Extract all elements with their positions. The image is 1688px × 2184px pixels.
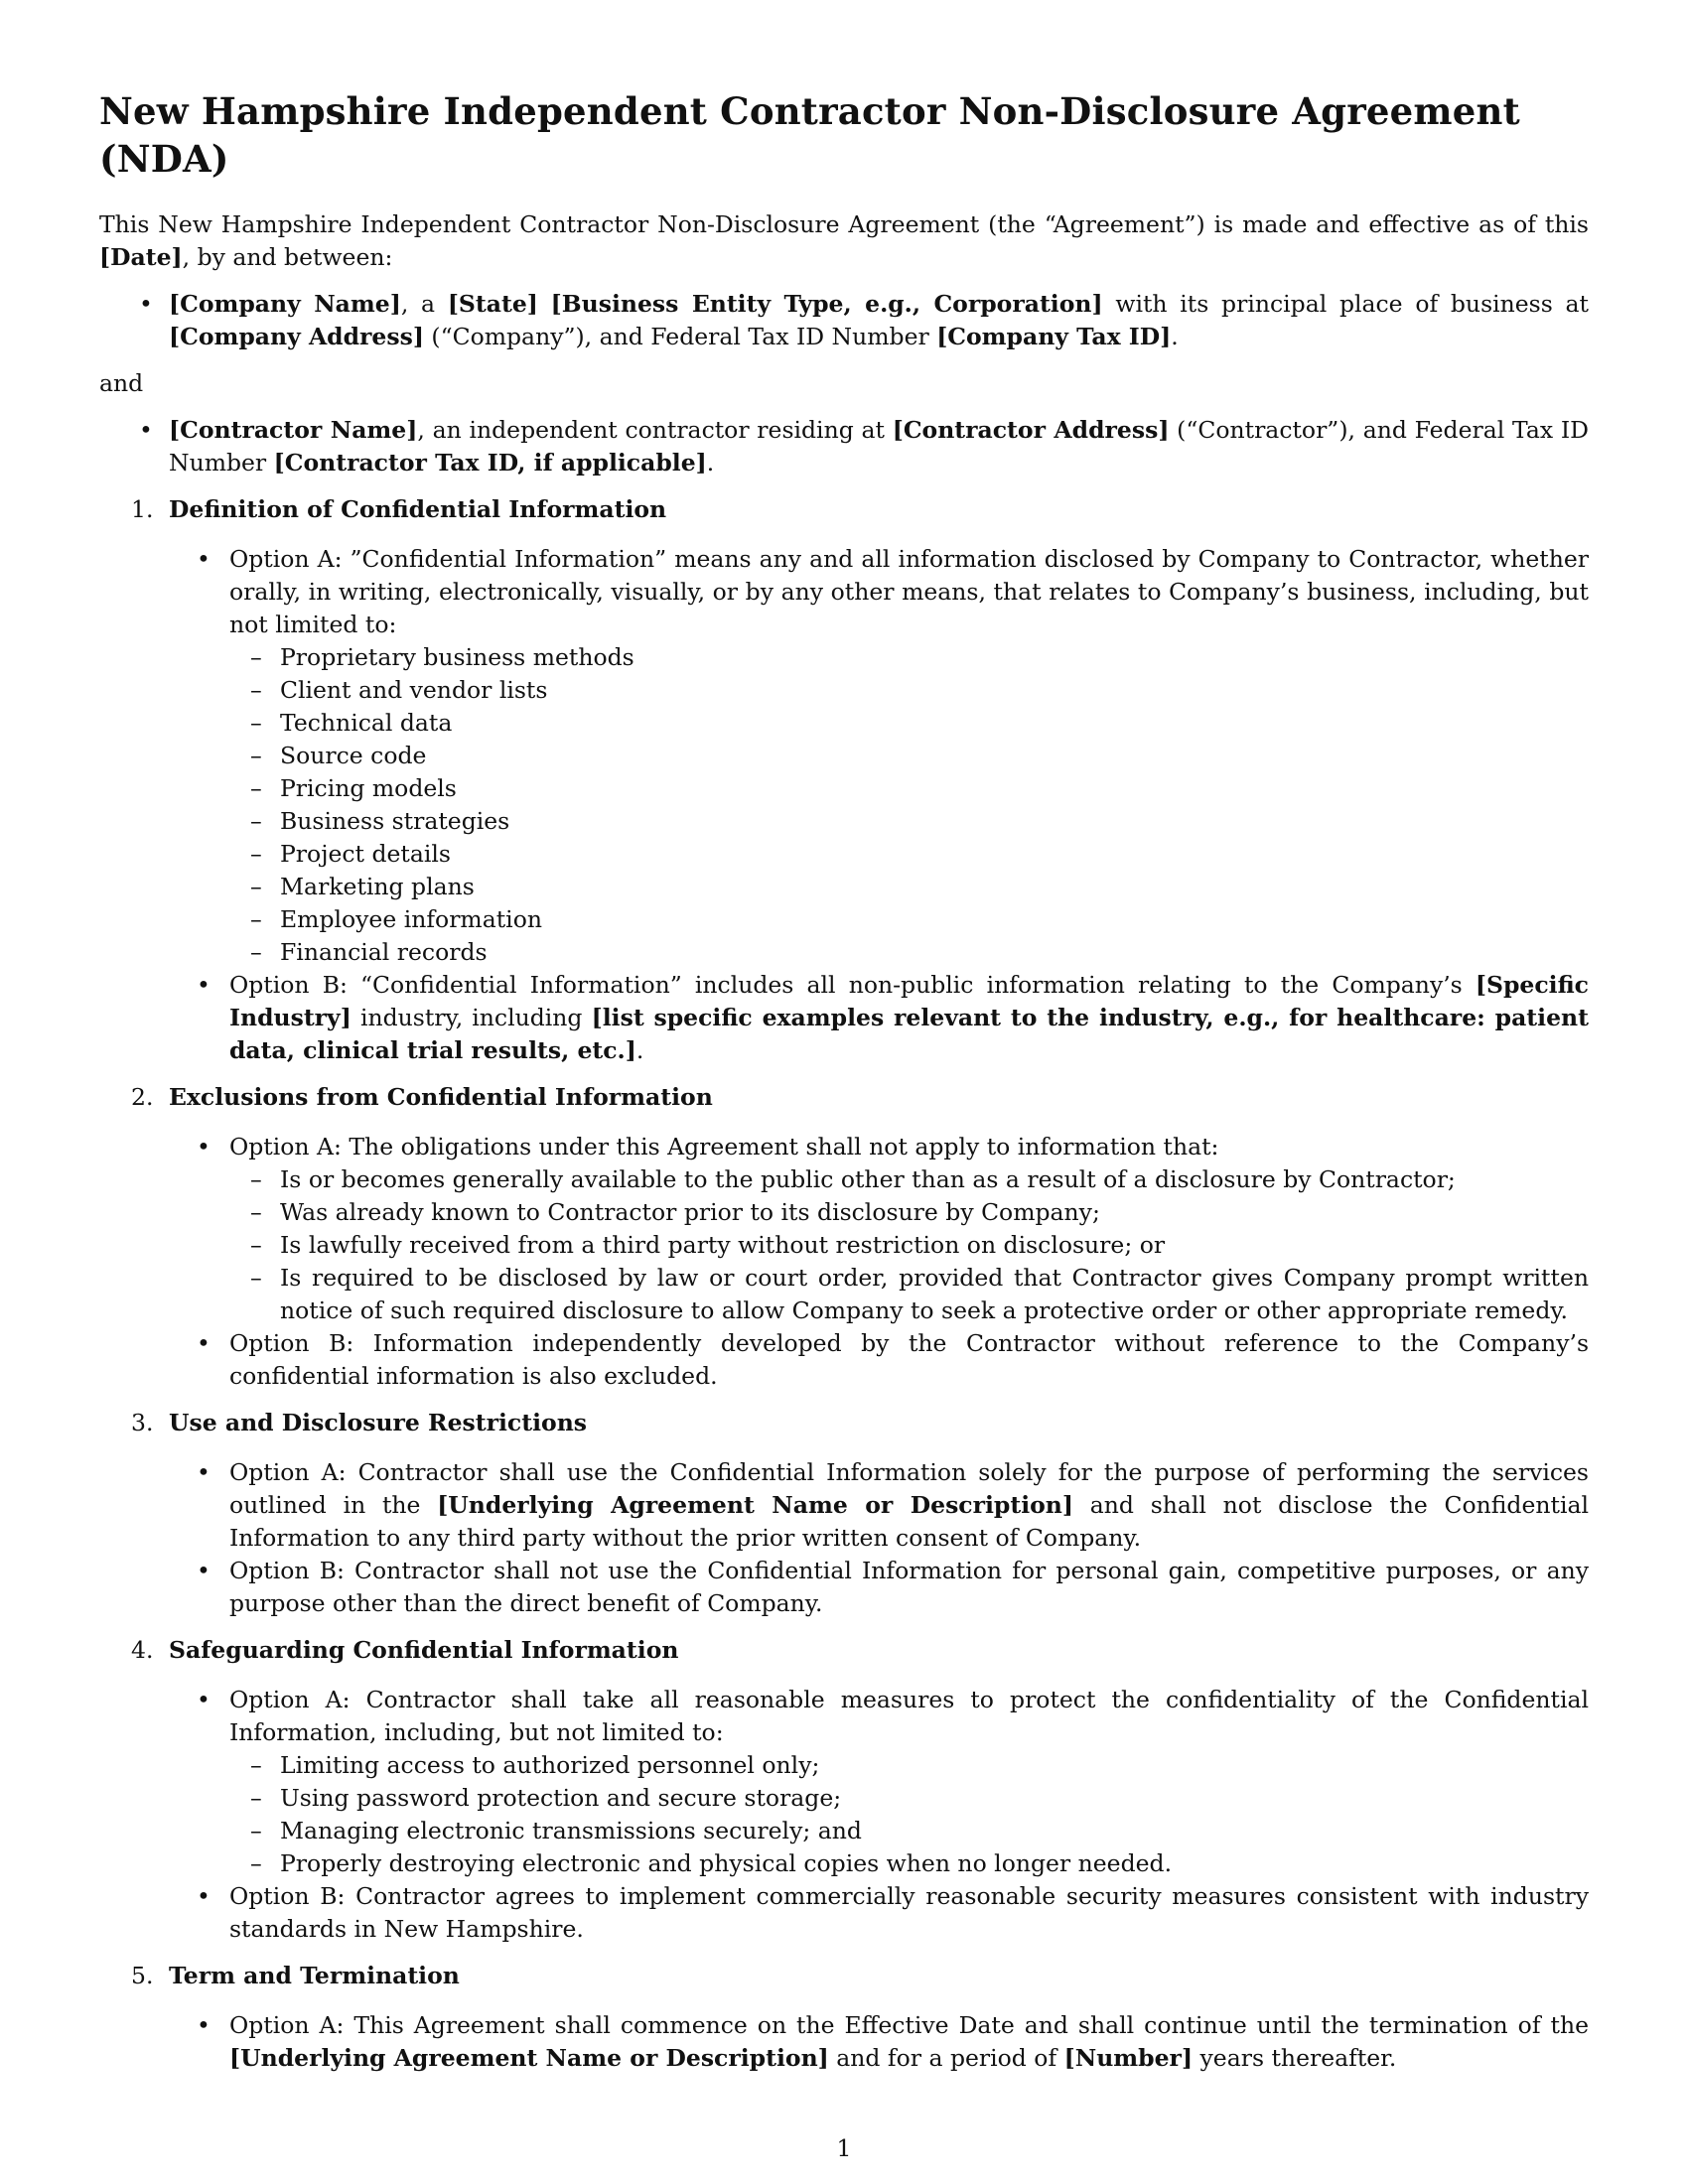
section-2 <box>99 1081 1589 1393</box>
section-heading: 4. Safeguarding Confidential Information <box>131 1636 679 1664</box>
party-list-contractor <box>99 414 1589 479</box>
page-number: 1 <box>836 2134 852 2162</box>
list-item: – Pricing models <box>250 774 457 802</box>
list-item: – Is or becomes generally available to the public other than as a result of a disclosure by Contractor; <box>250 1165 1456 1193</box>
bullet-icon: • <box>139 416 153 444</box>
list-item: – Source code <box>250 742 427 769</box>
bullet-icon: • <box>139 290 153 318</box>
list-item: – Client and vendor lists <box>250 676 548 704</box>
bullet-icon: • <box>197 1133 211 1160</box>
option-a: • Option A: Contractor shall take all reasonable measures to protect the confidentiality of the Confidential Information, including, but not limited to: – Limiting access to authorized personnel only; – Using password protection and secure storage; – Managing electronic transmissions securely; and – Properly destroying electronic and physical copies when no longer needed. <box>99 1684 1589 1880</box>
section-5 <box>99 1960 1589 2075</box>
option-a: • Option A: ”Confidential Information” means any and all information disclosed by Company to Contractor, whether orally, in writing, electronically, visually, or by any other means, that relates to Company’s business, including, but not limited to: – Proprietary business methods – Client and vendor lists – Technical data – Source code – Pricing models – Business strategies – Project details – Marketing plans – Employee information – Financial records <box>99 543 1589 969</box>
party-contractor: • [Contractor Name], an independent contractor residing at [Contractor Address] (“Contractor”), and Federal Tax ID Number [Contractor Tax ID, if applicable]. <box>139 416 1589 477</box>
option-b: • Option B: Contractor agrees to implement commercially reasonable security measures consistent with industry standards in New Hampshire. <box>197 1882 1589 1943</box>
list-item: – Proprietary business methods <box>250 643 634 671</box>
section-heading: 1. Definition of Confidential Information <box>131 495 667 523</box>
bullet-icon: • <box>197 971 211 999</box>
bullet-icon: • <box>197 2011 211 2039</box>
list-item: – Is lawfully received from a third party without restriction on disclosure; or <box>250 1231 1166 1259</box>
list-item: – Using password protection and secure storage; <box>250 1784 842 1812</box>
list-item: – Project details <box>250 840 451 868</box>
bullet-icon: • <box>197 1686 211 1713</box>
option-b: • Option B: Contractor shall not use the Confidential Information for personal gain, competitive purposes, or any purpose other than the direct benefit of Company. <box>197 1557 1589 1617</box>
list-item: – Marketing plans <box>250 873 475 900</box>
bullet-icon: • <box>197 1882 211 1910</box>
option-a: • Option A: Contractor shall use the Confidential Information solely for the purpose of performing the services outlined in the [Underlying Agreement Name or Description] and shall not disclose the Confidential Information to any third party without the prior written consent of Company. <box>197 1458 1589 1552</box>
and-connector: and <box>99 369 144 397</box>
list-item: – Technical data <box>250 709 453 737</box>
list-item: – Properly destroying electronic and physical copies when no longer needed. <box>250 1849 1173 1877</box>
list-item: – Business strategies <box>250 807 510 835</box>
list-item: – Employee information <box>250 905 542 933</box>
option-b: • Option B: Information independently developed by the Contractor without reference to the Company’s confidential information is also excluded. <box>197 1329 1589 1390</box>
option-a: • Option A: This Agreement shall commence on the Effective Date and shall continue until the termination of the [Underlying Agreement Name or Description] and for a period of [Number] years thereafter. <box>197 2011 1589 2072</box>
list-item: – Is required to be disclosed by law or court order, provided that Contractor gives Company prompt written notice of such required disclosure to allow Company to seek a protective order or other appropriate remedy. <box>250 1264 1589 1324</box>
section-heading: 2. Exclusions from Confidential Information <box>131 1083 713 1111</box>
list-item: – Limiting access to authorized personnel only; <box>250 1751 820 1779</box>
section-4 <box>99 1634 1589 1946</box>
document-title: New Hampshire Independent Contractor Non-Disclosure Agreement (NDA) <box>99 89 1520 181</box>
section-heading: 3. Use and Disclosure Restrictions <box>131 1409 588 1436</box>
section-heading: 5. Term and Termination <box>131 1962 460 1989</box>
option-a: • Option A: The obligations under this Agreement shall not apply to information that: – Is or becomes generally available to the public other than as a result of a disclosure by Contractor; – Was already known to Contractor prior to its disclosure by Company; – Is lawfully received from a third party without restriction on disclosure; or – Is required to be disclosed by law or court order, provided that Contractor gives Company prompt written notice of such required disclosure to allow Company to seek a protective order or other appropriate remedy. <box>99 1131 1589 1327</box>
document-page <box>99 87 1589 2075</box>
section-1 <box>99 493 1589 1067</box>
bullet-icon: • <box>197 545 211 573</box>
section-3 <box>99 1407 1589 1620</box>
bullet-icon: • <box>197 1557 211 1584</box>
list-item: – Was already known to Contractor prior to its disclosure by Company; <box>250 1198 1100 1226</box>
list-item: – Managing electronic transmissions securely; and <box>250 1817 862 1844</box>
party-company: • [Company Name], a [State] [Business Entity Type, e.g., Corporation] with its principal place of business at [Company Address] (“Company”), and Federal Tax ID Number [Company Tax ID]. <box>139 290 1589 350</box>
date-placeholder: [Date] <box>99 243 183 271</box>
list-item: – Financial records <box>250 938 488 966</box>
option-b: • Option B: “Confidential Information” includes all non-public information relating to the Company’s [Specific Industry] industry, including [list specific examples relevant to the industry, e.g., for healthcare: patient data, clinical trial results, etc.]. <box>197 971 1589 1064</box>
intro-paragraph: This New Hampshire Independent Contractor Non-Disclosure Agreement (the “Agreement”) is made and effective as of this [Date], by and between: <box>99 210 1589 271</box>
bullet-icon: • <box>197 1329 211 1357</box>
party-list-company <box>99 288 1589 353</box>
bullet-icon: • <box>197 1458 211 1486</box>
